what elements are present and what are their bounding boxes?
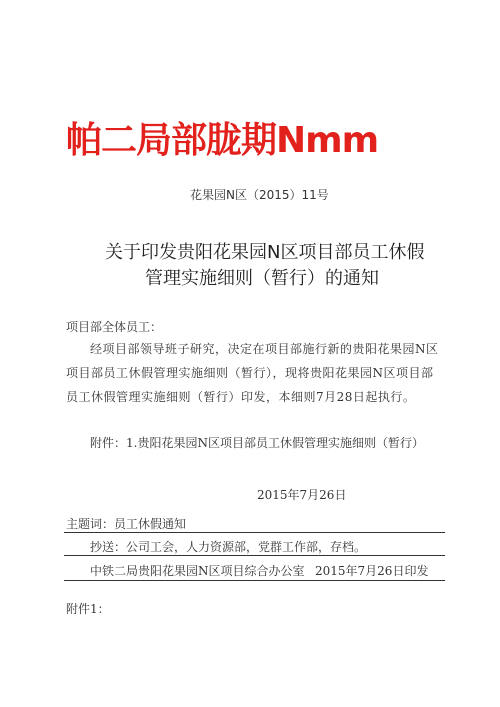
paragraph-line-3: 员工休假管理实施细则（暂行）印发，本细则7月28日起执行。 [66,390,416,404]
salutation: 项目部全体员工： [66,320,163,334]
red-header-title: 帕二局部胧期Nmm [66,120,379,161]
footer-office: 中铁二局贵阳花果园N区项目综合办公室 [90,564,305,578]
footer-print-date: 2015年7月26日印发 [315,564,429,578]
notice-title-line-2: 管理实施细则（暂行）的通知 [145,268,379,289]
divider-rule-top [64,532,445,533]
notice-title-line-1: 关于印发贵阳花果园N区项目部员工休假 [105,242,425,263]
paragraph-line-2: 项目部员工休假管理实施细则（暂行），现将贵阳花果园N区项目部 [66,366,434,380]
paragraph-line-1: 经项目部领导班子研究，决定在项目部施行新的贵阳花果园N区 [90,342,439,356]
cc-line: 抄送：公司工会，人力资源部，党群工作部，存档。 [90,540,367,554]
document-number: 花果园N区（2015）11号 [190,188,329,202]
divider-rule-bottom [64,580,445,581]
attachment-list: 附件：1.贵阳花果园N区项目部员工休假管理实施细则（暂行） [90,436,424,450]
subject-words: 主题词：员工休假通知 [66,517,187,531]
attachment-1-label: 附件1： [66,602,110,616]
divider-rule-middle [64,555,445,556]
issue-date: 2015年7月26日 [257,488,347,502]
